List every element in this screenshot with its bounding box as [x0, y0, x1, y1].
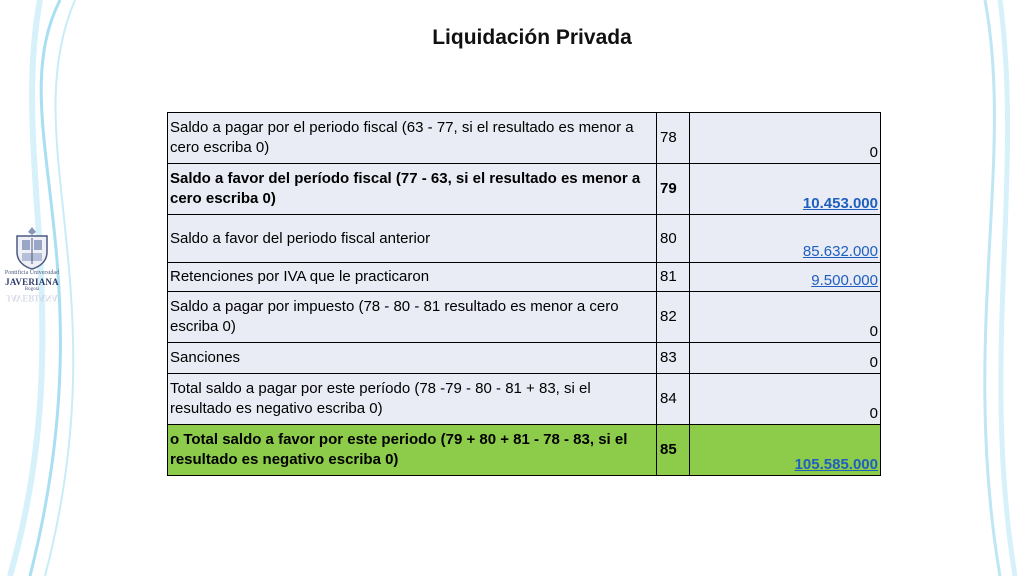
table-row [168, 215, 881, 263]
row-code: 83 [657, 343, 690, 374]
row-value: 0 [690, 343, 881, 374]
row-value: 0 [690, 292, 881, 343]
row-code: 80 [657, 215, 690, 263]
row-description: Sanciones [168, 343, 657, 374]
row-code: 79 [657, 164, 690, 215]
row-value-link[interactable]: 10.453.000 [690, 164, 881, 215]
table-row [168, 263, 881, 292]
row-description: Total saldo a pagar por este período (78 -79 - 80 - 81 + 83, si el resultado es negativo escriba 0) [168, 374, 657, 425]
row-value-link[interactable]: 85.632.000 [690, 215, 881, 263]
table-row [168, 164, 881, 215]
row-description: Retenciones por IVA que le practicaron [168, 263, 657, 292]
row-description: Saldo a pagar por el periodo fiscal (63 - 77, si el resultado es menor a cero escriba 0) [168, 113, 657, 164]
university-logo [2, 226, 62, 316]
row-code: 85 [657, 425, 690, 476]
row-description: Saldo a favor del período fiscal (77 - 63, si el resultado es menor a cero escriba 0) [168, 164, 657, 215]
row-value: 0 [690, 113, 881, 164]
row-code: 78 [657, 113, 690, 164]
row-value: 0 [690, 374, 881, 425]
page-title: Liquidación Privada [432, 26, 632, 49]
row-value-link[interactable]: 105.585.000 [690, 425, 881, 476]
logo-line-2: JAVERIANA [5, 277, 59, 287]
table-row-total [168, 425, 881, 476]
table-row [168, 113, 881, 164]
logo-reflection: JAVERIANA [6, 293, 58, 303]
row-code: 81 [657, 263, 690, 292]
row-description: Saldo a pagar por impuesto (78 - 80 - 81 resultado es menor a cero escriba 0) [168, 292, 657, 343]
row-code: 82 [657, 292, 690, 343]
shield-icon [13, 226, 51, 270]
logo-line-1: Pontificia Universidad [4, 270, 60, 276]
row-description: Saldo a favor del periodo fiscal anterior [168, 215, 657, 263]
logo-line-3: Bogotá [24, 287, 40, 292]
table-row [168, 374, 881, 425]
row-description: o Total saldo a favor por este periodo (79 + 80 + 81 - 78 - 83, si el resultado es negativo escriba 0) [168, 425, 657, 476]
table-row [168, 292, 881, 343]
row-value-link[interactable]: 9.500.000 [690, 263, 881, 292]
row-code: 84 [657, 374, 690, 425]
table-row [168, 343, 881, 374]
liquidation-table [167, 112, 881, 476]
